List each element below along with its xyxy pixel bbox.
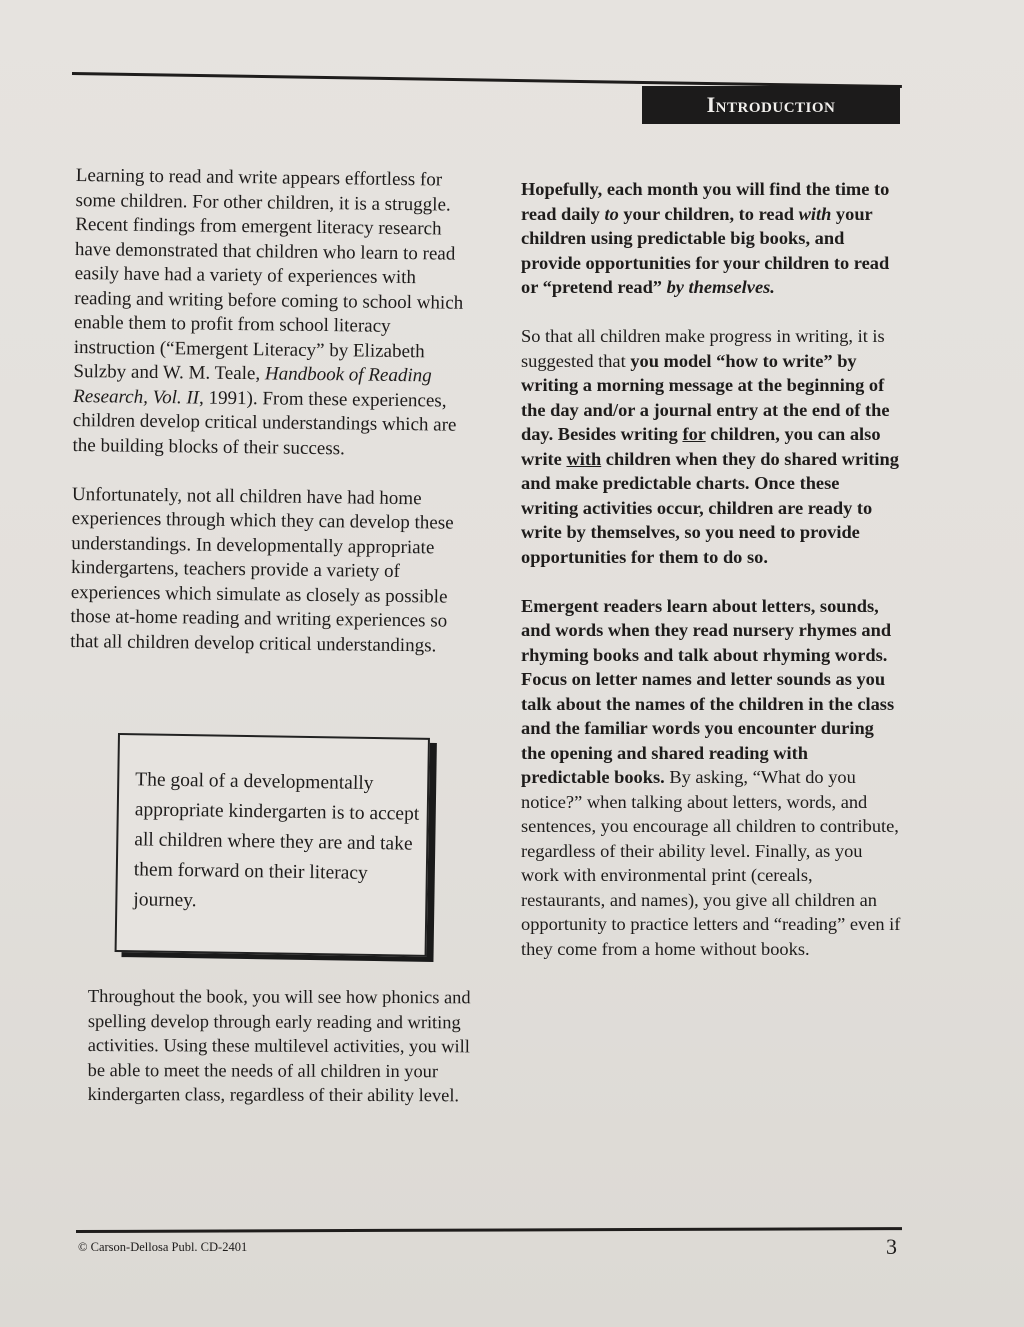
paragraph-text: Learning to read and write appears effortless for some children. For other children, it is a struggle. Recent findings from emergent literacy research have demonstrated that children who learn to read easily have had a variety of experiences with reading and writing before coming to school which enable them to profit from school literacy instruction (“Emergent Literacy” by Elizabeth Sulzby and W. M. Teale, [73,164,464,385]
emphasis-with-underline: with [566,448,602,469]
emphasis-with: with [798,203,832,224]
footer-rule [76,1227,902,1233]
paragraph-emergent-literacy [72,164,466,463]
paragraph-phonics-spelling: Throughout the book, you will see how phonics and spelling develop through early reading and writing activities. Using these multilevel activities, you will be able to meet the needs of all children in your kindergarten class, regardless of their ability level. [87,986,471,1106]
paragraph-text: Hopefully, each month you will find the time to read daily [521,179,890,224]
goal-callout-box [115,733,430,957]
emphasis-by-themselves: by themselves. [666,277,775,297]
page-number: 3 [886,1234,897,1259]
paragraph-text-bold: children, you can also write [521,424,881,469]
section-title: Introduction [642,86,900,124]
paragraph-text-bold: children when they do shared writing and make predictable charts. Once these writing activities occur, children are ready to write by themselves, so you need to provide opportunities for them to do so. [521,448,899,567]
paragraph-text: , 1991). From these experiences, children develop critical understandings which are the building blocks of their success. [72,387,457,459]
emphasis-to: to [604,203,619,224]
right-column [521,177,901,986]
paragraph-emergent-readers [521,594,901,962]
copyright-notice: © Carson-Dellosa Publ. CD-2401 [78,1240,248,1254]
left-column [70,164,466,683]
paragraph-read-daily [521,177,901,300]
paragraph-text: your children, to read [618,203,799,224]
paragraph-text: your children using predictable big books, and provide opportunities for your children to read or “pretend read” [521,203,890,297]
paragraph-text: So that all children make progress in writing, it is suggested that [521,326,885,371]
paragraph-writing-progress [521,324,901,569]
paragraph-home-experiences: Unfortunately, not all children have had home experiences through which they can develop these understandings. In developmentally appropriate kindergartens, teachers provide a variety of experiences which simulate as closely as possible those at-home reading and writing experiences so that all children develop critical understandings. [70,483,454,656]
paragraph-text-bold: you model “how to write” by writing a morning message at the beginning of the day and/or a journal entry at the end of the day. Besides writing [521,350,890,444]
paragraph-text-bold: Emergent readers learn about letters, sounds, and words when they read nursery rhymes and rhyming books and talk about rhyming words. Focus on letter names and letter sounds as you talk about the names of the children in the class and the familiar words you encounter during the opening and shared reading with predictable books. [521,595,895,787]
paragraph-text: By asking, “What do you notice?” when talking about letters, words, and sentences, you encourage all children to contribute, regardless of their ability level. Finally, as you work with environmental print (cereals, restaurants, and names), you give all children an opportunity to practice letters and “reading” even if they come from a home without books. [521,767,901,959]
left-column-bottom [88,984,473,1108]
citation-title: Handbook of Reading Research, Vol. II [73,363,432,409]
emphasis-for: for [682,424,706,444]
callout-text: The goal of a developmentally appropriate kindergarten is to accept all children where they are and take them forward on their literacy journey. [133,769,420,912]
